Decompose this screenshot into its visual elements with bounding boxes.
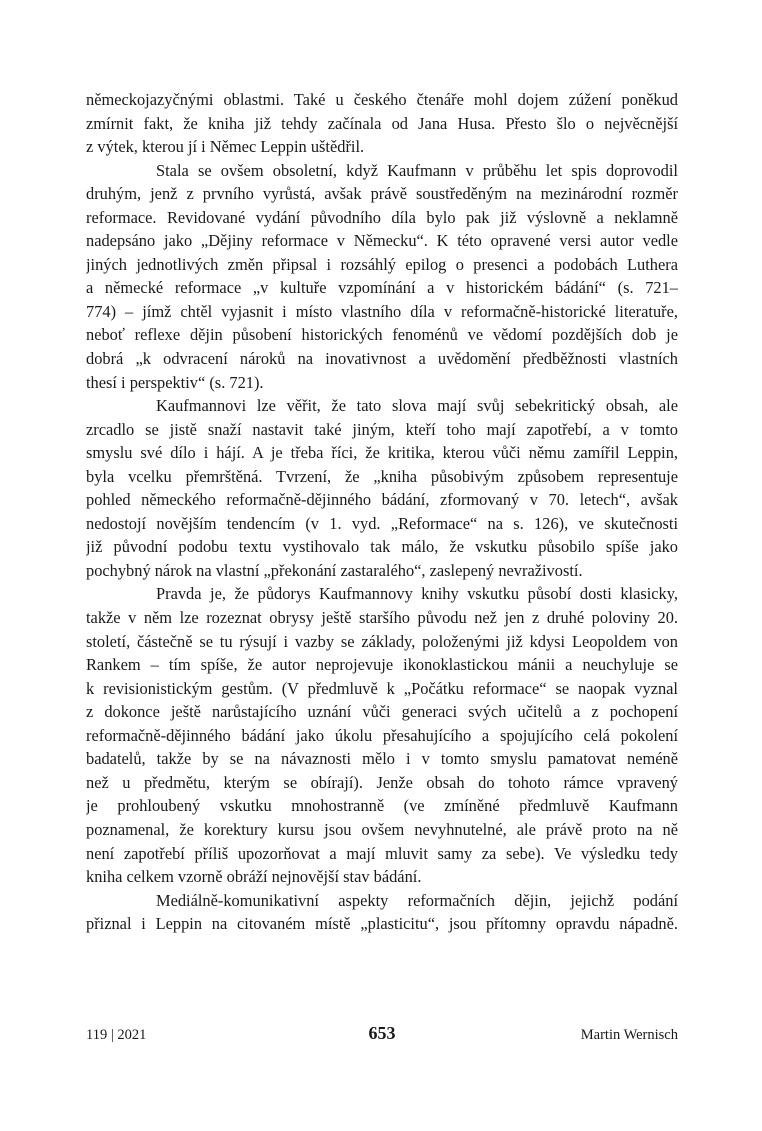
text-line: a německé reformace „v kultuře vzpomínání a v historickém bádání“ (s. 721– [86, 278, 678, 298]
text-line: již původní podobu textu vystihovalo tak málo, že vskutku působilo spíše jako [86, 537, 678, 557]
paragraph [86, 582, 678, 888]
text-line: Pravda je, že půdorys Kaufmannovy knihy vskutku působí dosti klasicky, [156, 584, 678, 604]
text-line: zrcadlo se jistě snaží nastavit také jiným, kteří toho mají zapotřebí, a v tomto [86, 419, 678, 439]
text-line: dobrá „k odvracení nároků na inovativnost a uvědomění předběžnosti vlastních [86, 349, 678, 369]
page-body [86, 88, 678, 936]
paragraph [86, 88, 678, 159]
footer-author: Martin Wernisch [580, 1027, 678, 1043]
text-line: reformace. Revidované vydání původního díla bylo pak již výslovně a neklamně [86, 207, 678, 227]
text-line: kniha celkem vzorně obráží nejnovější stav bádání. [86, 867, 422, 887]
page-footer [86, 1023, 678, 1047]
text-line: než u předmětu, kterým se obírají). Jenže obsah do tohoto rámce vpravený [86, 772, 678, 792]
text-line: z dokonce ještě narůstajícího uznání vůči generaci svých učitelů a z pochopení [86, 702, 678, 722]
text-line: je prohloubený vskutku mnohostranně (ve zmíněné předmluvě Kaufmann [86, 796, 678, 816]
page-number: 653 [368, 1023, 396, 1043]
text-line: pochybný nárok na vlastní „překonání zastaralého“, zaslepený nevraživostí. [86, 560, 583, 580]
text-line: přiznal i Leppin na citovaném místě „plasticitu“, jsou přítomny opravdu nápadně. [86, 914, 678, 934]
text-line: zmírnit fakt, že kniha již tehdy začínala od Jana Husa. Přesto šlo o nejvěcnější [86, 113, 678, 133]
paragraph [86, 889, 678, 936]
text-line: byla vcelku přemrštěná. Tvrzení, že „kniha působivým způsobem representuje [86, 466, 678, 486]
text-line: thesí i perspektiv“ (s. 721). [86, 372, 264, 392]
text-line: nedostojí novějším tendencím (v 1. vyd. „Reformace“ na s. 126), ve skutečnosti [86, 513, 678, 533]
text-line: Kaufmannovi lze věřit, že tato slova mají svůj sebekritický obsah, ale [156, 396, 678, 416]
text-line: Stala se ovšem obsoletní, když Kaufmann v průběhu let spis doprovodil [156, 160, 678, 180]
text-line: k revisionistickým gestům. (V předmluvě k „Počátku reformace“ se naopak vyznal [86, 678, 678, 698]
text-line: jiných jednotlivých změn připsal i rozsáhlý epilog o presenci a podobách Luthera [86, 254, 678, 274]
text-line: pohled německého reformačně-dějinného bádání, zformovaný v 70. letech“, avšak [86, 490, 678, 510]
text-line: druhým, jenž z prvního vyrůstá, avšak právě soustředěným na mezinárodní rozměr [86, 184, 678, 204]
text-line: takže v něm lze rozeznat obrysy ještě staršího původu než jen z druhé poloviny 20. [86, 608, 678, 628]
text-line: není zapotřebí příliš upozorňovat a mají mluvit samy za sebe). Ve výsledku tedy [86, 843, 678, 863]
text-line: neboť reflexe dějin působení historických fenoménů ve vědomí pozdějších dob je [86, 325, 678, 345]
text-line: Mediálně-komunikativní aspekty reformačních dějin, jejichž podání [156, 890, 678, 910]
paragraph [86, 159, 678, 394]
text-line: z výtek, kterou jí i Němec Leppin uštědřil. [86, 137, 365, 157]
text-line: německojazyčnými oblastmi. Také u českého čtenáře mohl dojem zúžení poněkud [86, 90, 678, 109]
text-line: 774) – jímž chtěl vyjasnit i místo vlastního díla v reformačně-historické literatuře, [86, 301, 678, 321]
text-line: reformačně-dějinného bádání jako úkolu přesahujícího a spojujícího celá pokolení [86, 725, 678, 745]
text-line: nadepsáno jako „Dějiny reformace v Německu“. K této opravené versi autor vedle [86, 231, 678, 251]
text-line: smyslu své dílo i hájí. A je třeba říci, že kritika, kterou vůči němu zamířil Leppin, [86, 443, 678, 463]
journal-issue: 119 | 2021 [86, 1027, 147, 1043]
text-line: století, částečně se tu rýsují i vazby se základy, položenými již kdysi Leopoldem von [86, 631, 678, 651]
text-line: badatelů, takže by se na návaznosti mělo i v tomto smyslu pamatovat neméně [86, 749, 678, 769]
text-line: poznamenal, že korektury kursu jsou ovšem nevyhnutelné, ale právě proto na ně [86, 819, 678, 839]
paragraph [86, 394, 678, 582]
text-line: Rankem – tím spíše, že autor neprojevuje ikonoklastickou mánii a neuchyluje se [86, 655, 678, 675]
